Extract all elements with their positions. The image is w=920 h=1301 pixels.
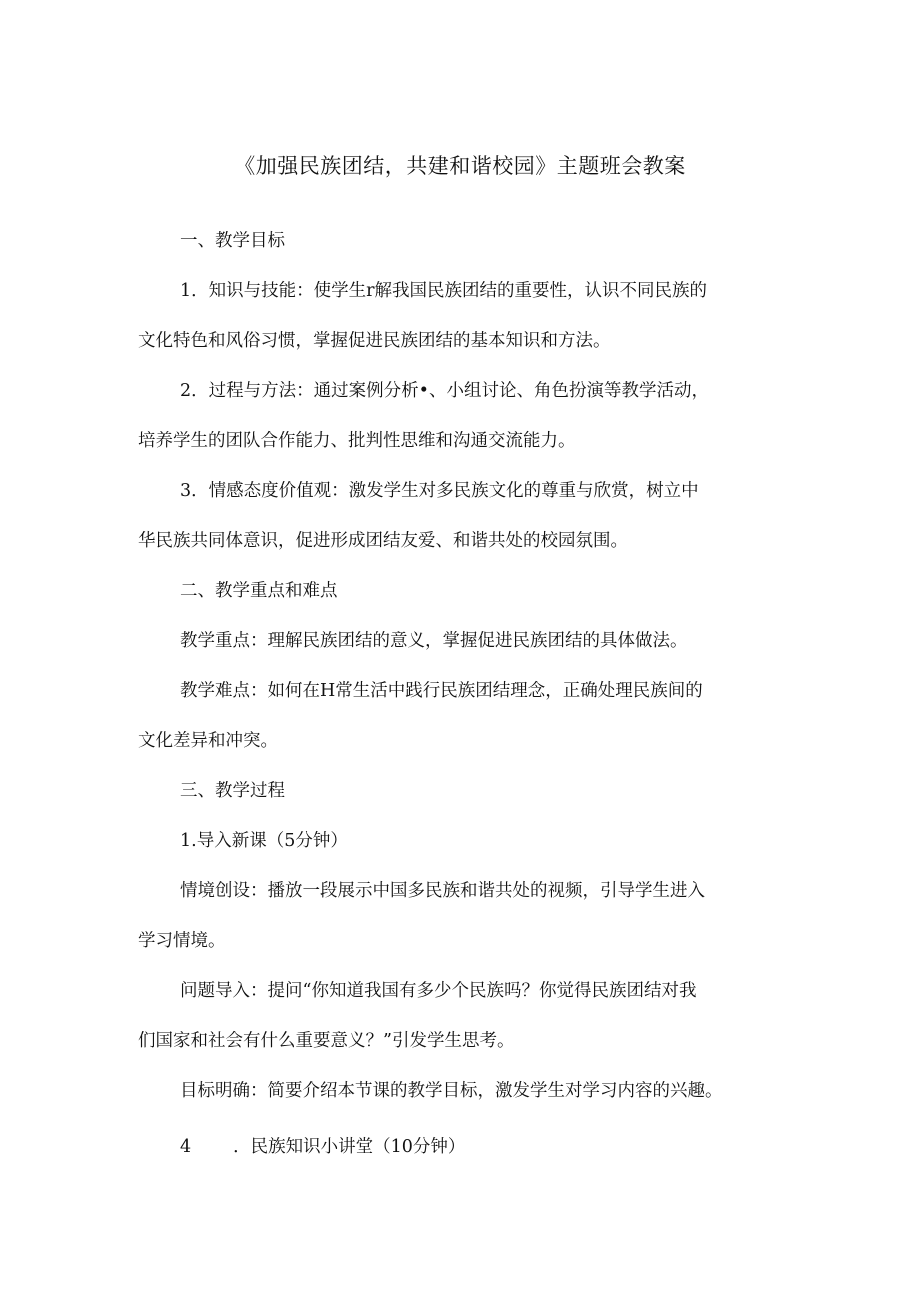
scene-setting-line-1: 情境创设：播放一段展示中国多民族和谐共处的视频，引导学生进入	[180, 881, 705, 901]
objective-text: 目标明确：简要介绍本节课的教学目标，激发学生对学习内容的兴趣。	[180, 1081, 723, 1101]
key-point-text: 教学重点：理解民族团结的意义，掌握促进民族团结的具体做法。	[180, 631, 688, 651]
step-knowledge-heading	[138, 1122, 798, 1172]
document-body	[138, 216, 798, 1172]
question-intro-line-2: 们国家和社会有什么重要意义？”引发学生思考。	[138, 1031, 515, 1051]
difficulty-line-1: 教学难点：如何在H常生活中践行民族团结理念，正确处理民族间的	[180, 681, 703, 701]
step-knowledge-number: 4	[180, 1137, 192, 1157]
goal-knowledge-line-1: 1．知识与技能：使学生r解我国民族团结的重要性，认识不同民族的	[180, 281, 707, 301]
step-intro-heading: 1.导入新课（5分钟）	[180, 831, 348, 851]
goal-process-line-1: 2．过程与方法：通过案例分析•、小组讨论、角色扮演等教学活动，	[180, 381, 709, 401]
section-heading-key-points: 二、教学重点和难点	[180, 581, 338, 601]
scene-setting-line-2: 学习情境。	[138, 931, 226, 951]
section-heading-teaching-goals: 一、教学目标	[180, 231, 285, 251]
document-title: 《加强民族团结，共建和谐校园》主题班会教案	[234, 154, 686, 178]
section-heading-teaching-process: 三、教学过程	[180, 781, 285, 801]
step-knowledge-title: ．民族知识小讲堂（10分钟）	[233, 1137, 466, 1157]
goal-knowledge-line-2: 文化特色和风俗习惯，掌握促进民族团结的基本知识和方法。	[138, 331, 611, 351]
goal-process-line-2: 培养学生的团队合作能力、批判性思维和沟通交流能力。	[138, 431, 576, 451]
difficulty-line-2: 文化差异和冲突。	[138, 731, 278, 751]
goal-emotion-line-2: 华民族共同体意识，促进形成团结友爱、和谐共处的校园氛围。	[138, 531, 628, 551]
question-intro-line-1: 问题导入：提问“你知道我国有多少个民族吗？你觉得民族团结对我	[180, 981, 697, 1001]
goal-emotion-line-1: 3．情感态度价值观：激发学生对多民族文化的尊重与欣赏，树立中	[180, 481, 699, 501]
